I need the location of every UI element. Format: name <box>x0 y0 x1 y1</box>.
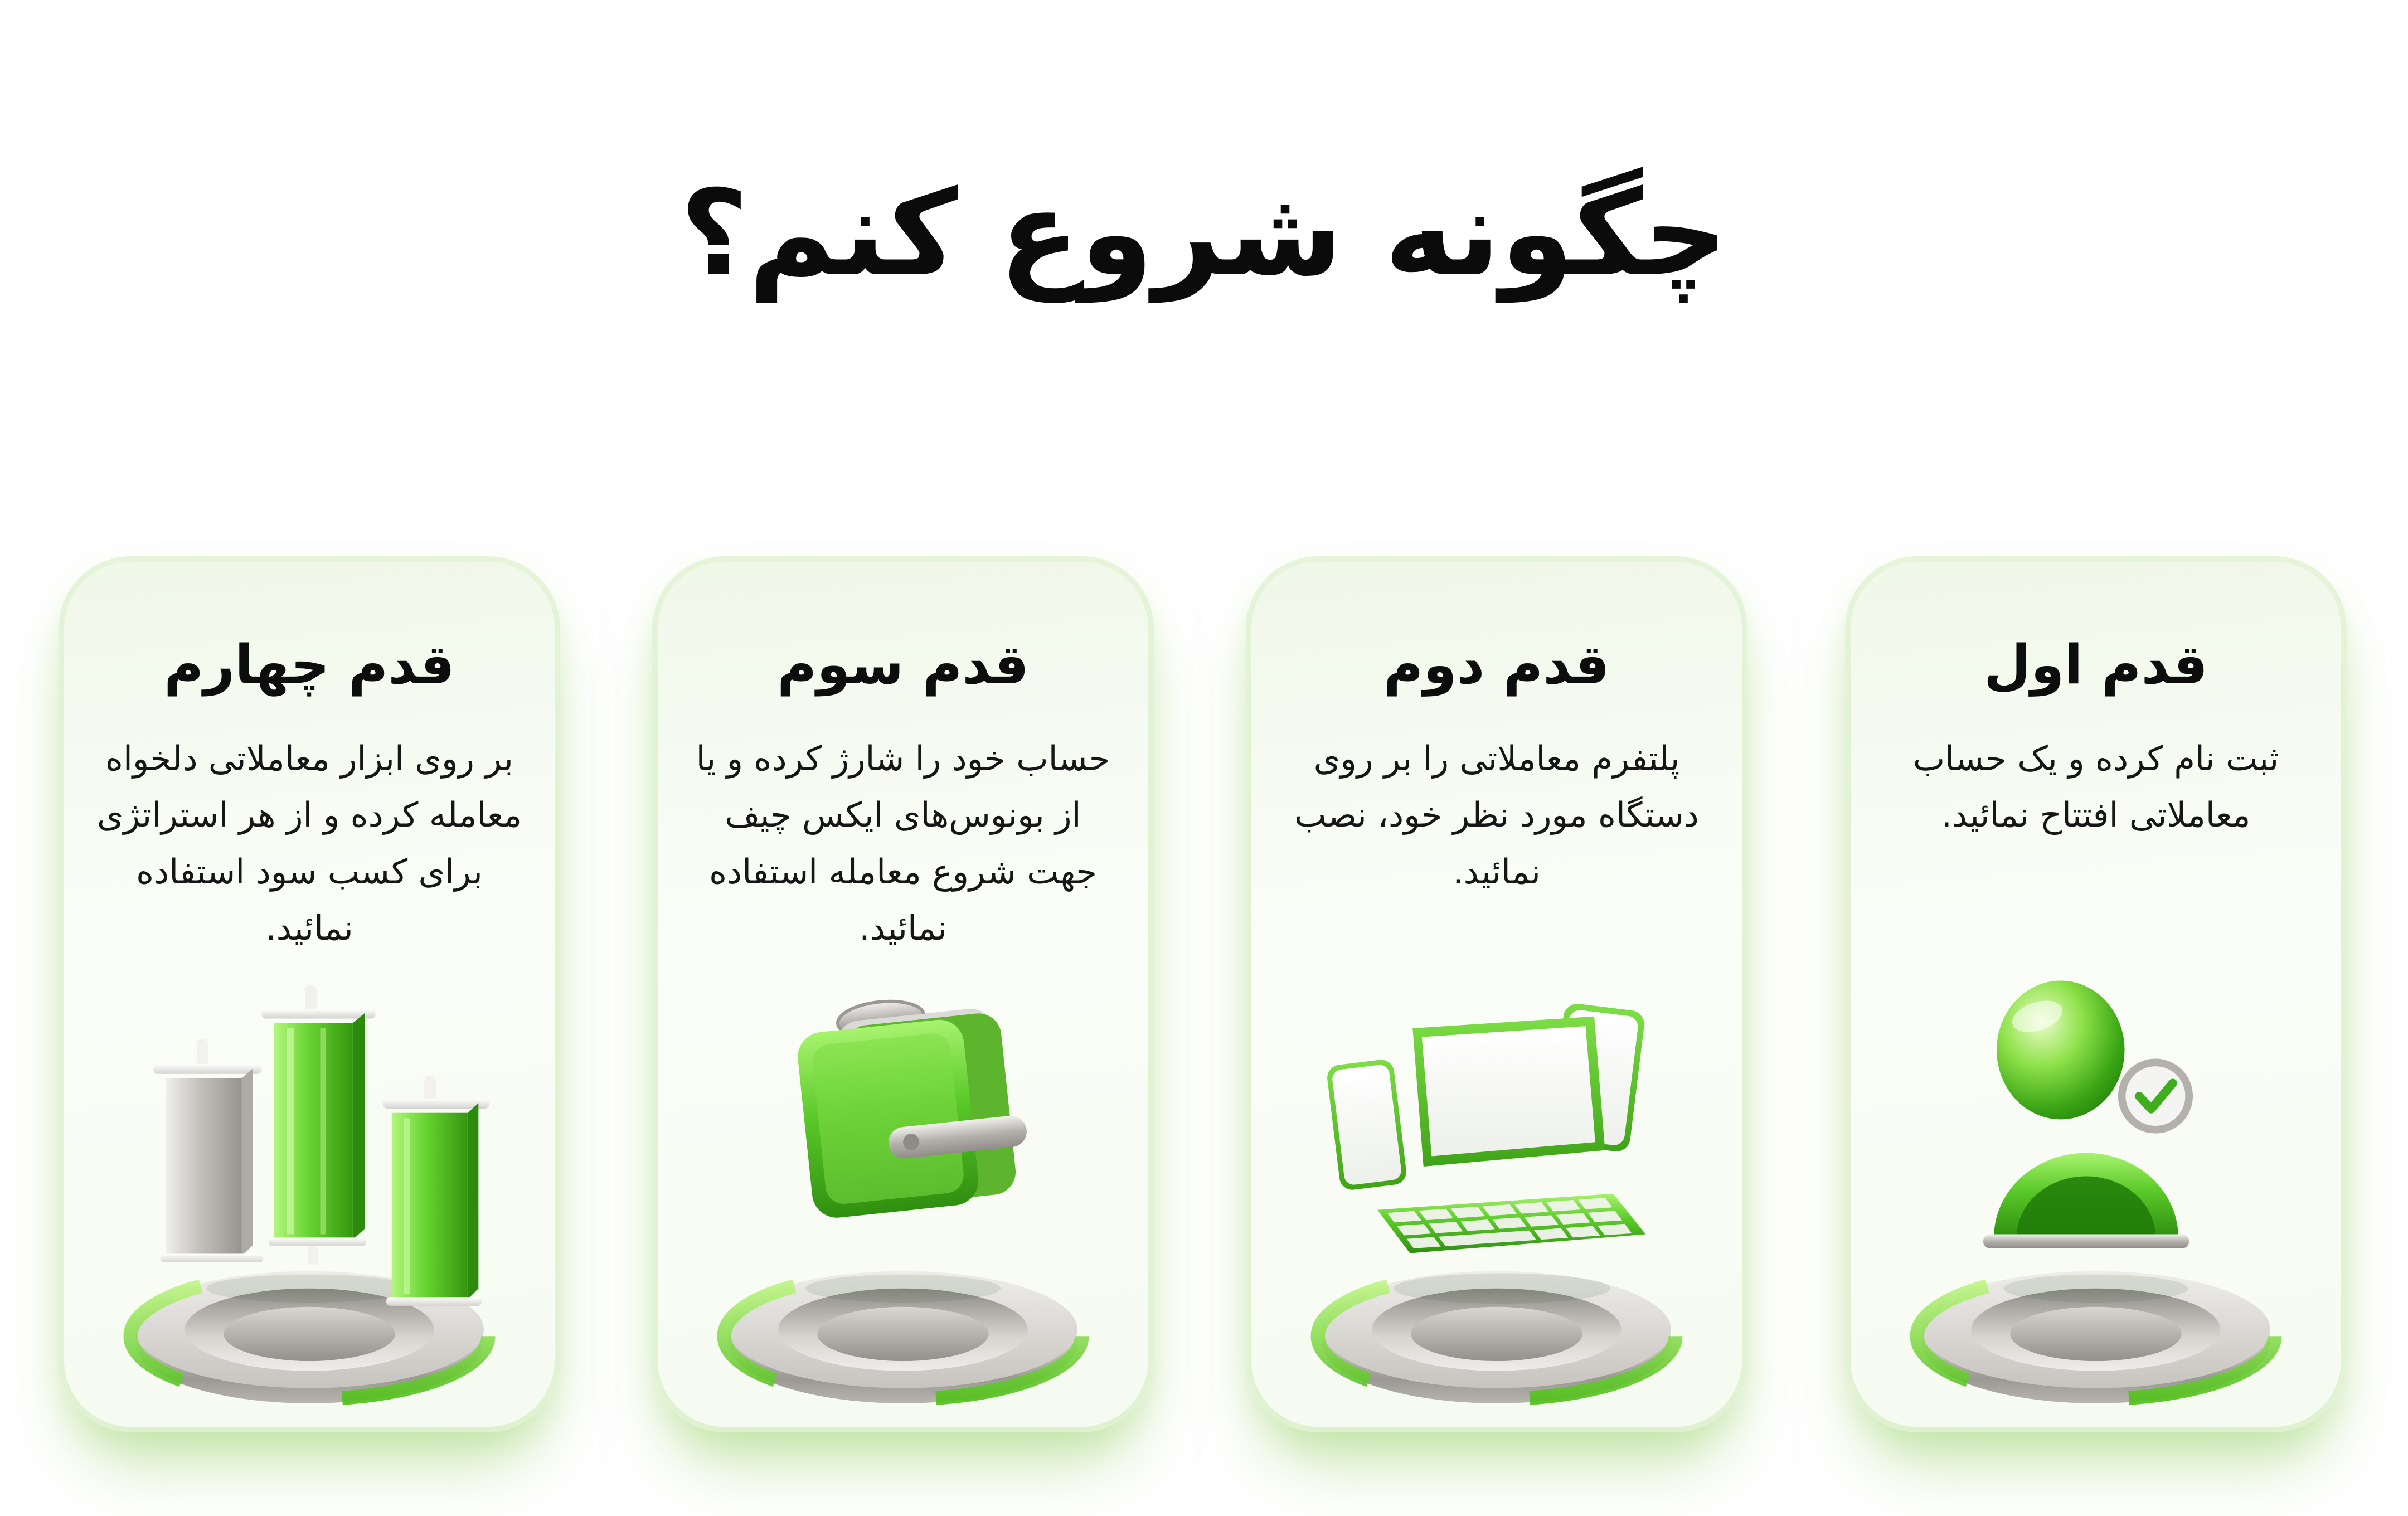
step-card-1 <box>1851 562 2341 1427</box>
step-2-description: پلتفرم معاملاتی را بر روی دستگاه مورد نظر خود، نصب نمائید. <box>1294 739 1699 892</box>
laptop-phones-3d-icon <box>1302 960 1692 1411</box>
step-4-description: بر روی ابزار معاملاتی دلخواه معامله کرده و از هر استراتژی برای کسب سود استفاده نمائید. <box>96 739 522 948</box>
step-1-title: قدم اول <box>1983 633 2208 696</box>
step-1-description: ثبت نام کرده و یک حساب معاملاتی افتتاح نمائید. <box>1912 739 2279 835</box>
step-card-3 <box>658 562 1148 1427</box>
step-4-title: قدم چهارم <box>164 633 455 696</box>
step-3-description: حساب خود را شارژ کرده و یا از بونوس‌های ایکس چیف جهت شروع معامله استفاده نمائید. <box>696 739 1110 948</box>
candlestick-chart-3d-icon <box>114 960 504 1411</box>
step-3-title: قدم سوم <box>777 633 1029 696</box>
signup-check-dome-3d-icon <box>1901 960 2291 1411</box>
step-2-title: قدم دوم <box>1383 633 1610 696</box>
page-title: چگونه شروع کنم؟ <box>679 164 1729 302</box>
wallet-coins-3d-icon <box>708 960 1098 1411</box>
step-card-2 <box>1251 562 1742 1427</box>
step-card-4 <box>64 562 555 1427</box>
